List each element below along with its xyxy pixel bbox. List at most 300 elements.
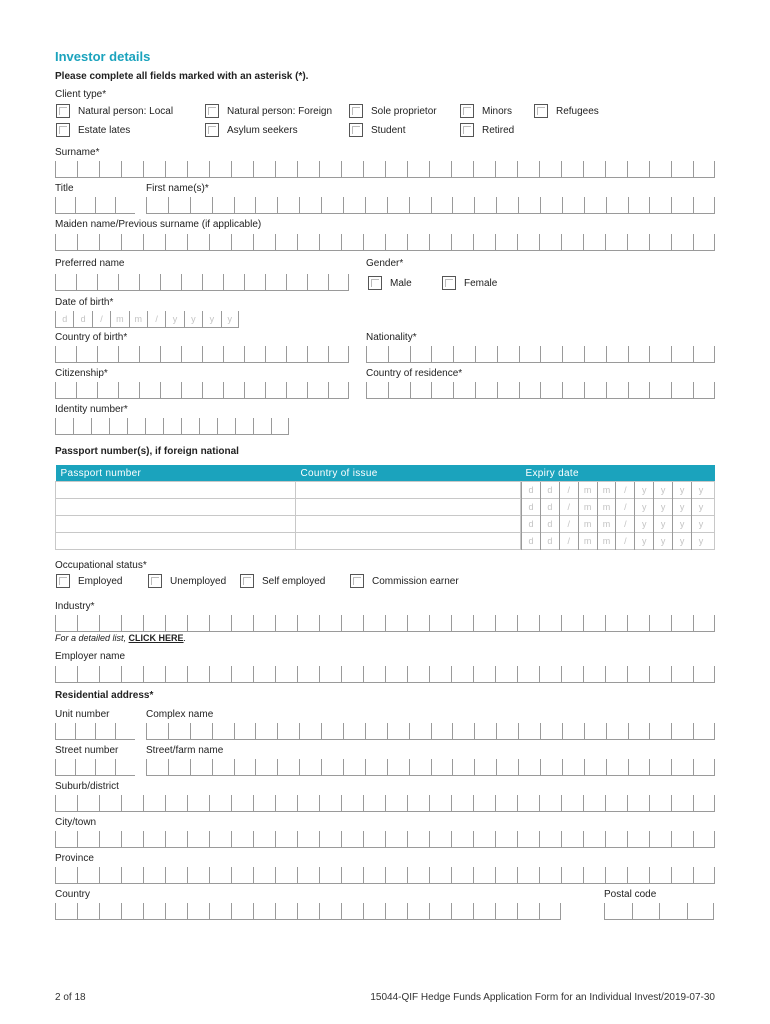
char-box <box>388 382 410 399</box>
char-box <box>209 867 231 884</box>
char-box <box>118 346 139 363</box>
char-box <box>212 197 234 214</box>
char-box <box>627 831 649 848</box>
char-box <box>244 382 265 399</box>
char-box <box>671 795 693 812</box>
passport-number-cell[interactable] <box>56 499 296 516</box>
char-box <box>409 723 431 740</box>
char-box <box>672 482 691 499</box>
postal-code-input[interactable] <box>604 903 714 920</box>
date-placeholder: m <box>602 536 611 546</box>
char-box <box>431 723 453 740</box>
char-box <box>99 234 121 251</box>
passport-number-cell[interactable] <box>56 482 296 499</box>
char-box <box>606 382 628 399</box>
char-box <box>653 482 672 499</box>
passport-number-cell[interactable] <box>56 516 296 533</box>
char-box <box>597 482 616 499</box>
char-box <box>168 759 190 776</box>
char-box <box>497 346 519 363</box>
char-box <box>606 197 628 214</box>
expiry-date-cell[interactable] <box>521 516 715 533</box>
char-box <box>559 516 578 533</box>
char-box <box>693 197 715 214</box>
char-box <box>118 382 139 399</box>
city-label: City/town <box>55 817 97 828</box>
char-box <box>496 197 518 214</box>
date-placeholder: y <box>660 536 666 546</box>
industry-input[interactable] <box>55 615 715 632</box>
char-box <box>255 723 277 740</box>
char-box <box>253 418 271 435</box>
char-box <box>168 197 190 214</box>
title-input[interactable] <box>55 197 135 214</box>
option-student: Student <box>371 125 406 136</box>
expiry-date-cell[interactable] <box>521 482 715 499</box>
char-box <box>495 161 517 178</box>
char-box <box>73 311 91 328</box>
char-box <box>234 197 256 214</box>
char-box <box>409 197 431 214</box>
expiry-date-cell[interactable] <box>521 533 715 550</box>
dob-label: Date of birth* <box>55 297 114 308</box>
char-box <box>202 311 220 328</box>
char-box <box>539 234 561 251</box>
date-placeholder: m <box>602 502 611 512</box>
char-box <box>605 615 627 632</box>
char-box <box>519 346 541 363</box>
residential-address-heading: Residential address* <box>55 690 154 701</box>
char-box <box>76 346 97 363</box>
nationality-input[interactable] <box>366 346 715 363</box>
char-box <box>118 274 139 291</box>
maiden-name-input[interactable] <box>55 234 715 251</box>
char-box <box>99 161 121 178</box>
char-box <box>691 499 710 516</box>
char-box <box>146 723 168 740</box>
date-placeholder: d <box>528 519 534 529</box>
country-of-residence-input[interactable] <box>366 382 715 399</box>
char-box <box>540 533 559 550</box>
char-box <box>605 161 627 178</box>
street-number-input[interactable] <box>55 759 135 776</box>
char-box <box>451 867 473 884</box>
char-box <box>429 666 451 683</box>
char-box <box>165 831 187 848</box>
char-box <box>253 795 275 812</box>
preferred-name-label: Preferred name <box>55 258 125 269</box>
char-box <box>99 795 121 812</box>
document-reference: 15044-QIF Hedge Funds Application Form for an Individual Invest/2019-07-30 <box>370 992 715 1003</box>
char-box <box>343 197 365 214</box>
identity-number-label: Identity number* <box>55 404 128 415</box>
char-box <box>409 759 431 776</box>
char-box <box>388 346 410 363</box>
char-box <box>410 382 432 399</box>
postal-code-label: Postal code <box>604 889 657 900</box>
date-placeholder: d <box>62 314 68 324</box>
char-box <box>319 867 341 884</box>
date-placeholder: y <box>698 485 704 495</box>
country-of-residence-label: Country of residence* <box>366 368 463 379</box>
char-box <box>223 346 244 363</box>
country-of-issue-cell[interactable] <box>296 533 521 550</box>
char-box <box>649 666 671 683</box>
char-box <box>275 867 297 884</box>
country-of-issue-header: Country of issue <box>296 465 521 482</box>
char-box <box>121 867 143 884</box>
country-input[interactable] <box>55 903 561 920</box>
char-box <box>97 382 118 399</box>
char-box <box>627 234 649 251</box>
char-box <box>385 161 407 178</box>
char-box <box>265 346 286 363</box>
surname-input[interactable] <box>55 161 715 178</box>
char-box <box>653 499 672 516</box>
char-box <box>407 161 429 178</box>
char-box <box>431 759 453 776</box>
first-names-input[interactable] <box>146 197 715 214</box>
date-placeholder: y <box>679 519 685 529</box>
char-box <box>495 615 517 632</box>
char-box <box>540 482 559 499</box>
checkbox-commission-earner[interactable] <box>350 574 364 588</box>
char-box <box>385 234 407 251</box>
industry-note: For a detailed list, CLICK HERE. <box>55 633 187 643</box>
country-of-birth-input[interactable] <box>55 346 349 363</box>
char-box <box>139 274 160 291</box>
char-box <box>265 274 286 291</box>
char-box <box>562 346 584 363</box>
char-box <box>693 382 715 399</box>
char-box <box>473 903 495 920</box>
checkbox-estate-lates[interactable] <box>56 123 70 137</box>
char-box <box>299 723 321 740</box>
char-box <box>562 382 584 399</box>
char-box <box>627 615 649 632</box>
date-placeholder: y <box>698 536 704 546</box>
char-box <box>429 867 451 884</box>
char-box <box>584 346 606 363</box>
char-box <box>209 666 231 683</box>
char-box <box>341 903 363 920</box>
checkbox-student[interactable] <box>349 123 363 137</box>
char-box <box>583 615 605 632</box>
char-box <box>473 867 495 884</box>
char-box <box>475 382 497 399</box>
char-box <box>97 346 118 363</box>
char-box <box>496 759 518 776</box>
char-box <box>539 666 561 683</box>
expiry-date-cell[interactable] <box>521 499 715 516</box>
char-box <box>190 197 212 214</box>
date-placeholder: d <box>528 536 534 546</box>
char-box <box>277 759 299 776</box>
char-box <box>297 795 319 812</box>
char-box <box>121 903 143 920</box>
char-box <box>115 723 135 740</box>
char-box <box>244 274 265 291</box>
char-box <box>604 903 632 920</box>
char-box <box>517 234 539 251</box>
checkbox-minors[interactable] <box>460 104 474 118</box>
char-box <box>693 346 715 363</box>
char-box <box>429 234 451 251</box>
city-input[interactable] <box>55 831 715 848</box>
char-box <box>583 795 605 812</box>
char-box <box>615 499 634 516</box>
char-box <box>91 418 109 435</box>
char-box <box>517 161 539 178</box>
char-box <box>407 831 429 848</box>
char-box <box>328 346 349 363</box>
date-placeholder: / <box>567 536 570 546</box>
char-box <box>187 903 209 920</box>
complex-name-input[interactable] <box>146 723 715 740</box>
province-input[interactable] <box>55 867 715 884</box>
char-box <box>253 831 275 848</box>
table-row <box>56 482 715 499</box>
char-box <box>231 903 253 920</box>
char-box <box>451 234 473 251</box>
char-box <box>385 666 407 683</box>
option-minors: Minors <box>482 106 513 117</box>
complex-name-label: Complex name <box>146 709 214 720</box>
char-box <box>121 615 143 632</box>
char-box <box>649 831 671 848</box>
date-placeholder: y <box>642 536 647 546</box>
checkbox-refugees[interactable] <box>534 104 548 118</box>
char-box <box>187 867 209 884</box>
char-box <box>385 903 407 920</box>
checkbox-asylum-seekers[interactable] <box>205 123 219 137</box>
char-box <box>451 615 473 632</box>
char-box <box>561 615 583 632</box>
char-box <box>693 795 715 812</box>
citizenship-input[interactable] <box>55 382 349 399</box>
checkbox-female[interactable] <box>442 276 456 290</box>
char-box <box>410 346 432 363</box>
char-box <box>407 795 429 812</box>
char-box <box>307 346 328 363</box>
char-box <box>583 161 605 178</box>
char-box <box>387 723 409 740</box>
char-box <box>77 795 99 812</box>
char-box <box>431 346 453 363</box>
char-box <box>341 867 363 884</box>
unit-number-input[interactable] <box>55 723 135 740</box>
char-box <box>212 759 234 776</box>
checkbox-male[interactable] <box>368 276 382 290</box>
char-box <box>55 759 75 776</box>
date-placeholder: d <box>80 314 86 324</box>
char-box <box>451 161 473 178</box>
char-box <box>540 759 562 776</box>
char-box <box>55 867 77 884</box>
char-box <box>649 723 671 740</box>
section-title: Investor details <box>55 49 151 64</box>
char-box <box>231 867 253 884</box>
date-placeholder: / <box>567 519 570 529</box>
checkbox-unemployed[interactable] <box>148 574 162 588</box>
date-placeholder: / <box>624 502 627 512</box>
checkbox-retired[interactable] <box>460 123 474 137</box>
passport-table <box>55 465 715 550</box>
date-placeholder: y <box>679 502 685 512</box>
char-box <box>297 234 319 251</box>
char-box <box>649 161 671 178</box>
char-box <box>632 903 660 920</box>
char-box <box>187 795 209 812</box>
date-placeholder: m <box>602 519 611 529</box>
char-box <box>363 234 385 251</box>
option-unemployed: Unemployed <box>170 576 227 587</box>
char-box <box>55 311 73 328</box>
char-box <box>693 234 715 251</box>
char-box <box>429 903 451 920</box>
option-asylum-seekers: Asylum seekers <box>227 125 298 136</box>
char-box <box>253 161 275 178</box>
first-names-label: First name(s)* <box>146 183 209 194</box>
passport-number-cell[interactable] <box>56 533 296 550</box>
char-box <box>561 161 583 178</box>
street-farm-input[interactable] <box>146 759 715 776</box>
char-box <box>165 615 187 632</box>
char-box <box>75 723 95 740</box>
char-box <box>653 533 672 550</box>
char-box <box>143 795 165 812</box>
char-box <box>76 382 97 399</box>
click-here-link[interactable]: CLICK HERE <box>128 633 184 643</box>
char-box <box>187 234 209 251</box>
date-placeholder: y <box>660 485 666 495</box>
date-placeholder: y <box>660 502 666 512</box>
char-box <box>77 234 99 251</box>
date-placeholder: d <box>547 502 553 512</box>
char-box <box>55 382 76 399</box>
employer-name-input[interactable] <box>55 666 715 683</box>
char-box <box>253 666 275 683</box>
char-box <box>99 867 121 884</box>
char-box <box>452 723 474 740</box>
country-of-issue-cell[interactable] <box>296 516 521 533</box>
char-box <box>255 759 277 776</box>
checkbox-sole-proprietor[interactable] <box>349 104 363 118</box>
date-placeholder: d <box>547 536 553 546</box>
char-box <box>578 482 597 499</box>
char-box <box>165 795 187 812</box>
char-box <box>160 346 181 363</box>
preferred-name-input[interactable] <box>55 274 349 291</box>
date-placeholder: m <box>602 485 611 495</box>
char-box <box>628 723 650 740</box>
char-box <box>253 234 275 251</box>
char-box <box>234 723 256 740</box>
char-box <box>115 197 135 214</box>
char-box <box>121 161 143 178</box>
char-box <box>297 615 319 632</box>
char-box <box>363 795 385 812</box>
char-box <box>517 831 539 848</box>
char-box <box>110 311 128 328</box>
char-box <box>539 615 561 632</box>
char-box <box>231 795 253 812</box>
char-box <box>341 615 363 632</box>
char-box <box>615 533 634 550</box>
char-box <box>121 795 143 812</box>
char-box <box>539 161 561 178</box>
country-label: Country <box>55 889 91 900</box>
checkbox-natural-local[interactable] <box>56 104 70 118</box>
suburb-input[interactable] <box>55 795 715 812</box>
char-box <box>539 867 561 884</box>
date-placeholder: / <box>624 485 627 495</box>
char-box <box>659 903 687 920</box>
char-box <box>517 867 539 884</box>
char-box <box>561 234 583 251</box>
char-box <box>693 615 715 632</box>
char-box <box>365 197 387 214</box>
occupational-status-label: Occupational status* <box>55 560 147 571</box>
char-box <box>473 831 495 848</box>
char-box <box>453 346 475 363</box>
identity-number-input[interactable] <box>55 418 289 435</box>
char-box <box>649 197 671 214</box>
char-box <box>235 418 253 435</box>
option-employed: Employed <box>78 576 123 587</box>
char-box <box>99 615 121 632</box>
country-of-issue-cell[interactable] <box>296 482 521 499</box>
char-box <box>605 867 627 884</box>
char-box <box>75 759 95 776</box>
char-box <box>431 382 453 399</box>
dob-input[interactable] <box>55 311 239 328</box>
char-box <box>181 418 199 435</box>
char-box <box>628 759 650 776</box>
checkbox-natural-foreign[interactable] <box>205 104 219 118</box>
char-box <box>341 666 363 683</box>
checkbox-self-employed[interactable] <box>240 574 254 588</box>
char-box <box>597 499 616 516</box>
char-box <box>615 482 634 499</box>
char-box <box>429 831 451 848</box>
char-box <box>165 867 187 884</box>
char-box <box>341 234 363 251</box>
char-box <box>691 482 710 499</box>
char-box <box>497 382 519 399</box>
citizenship-label: Citizenship* <box>55 368 108 379</box>
checkbox-employed[interactable] <box>56 574 70 588</box>
char-box <box>429 795 451 812</box>
date-placeholder: m <box>134 314 142 324</box>
char-box <box>363 615 385 632</box>
char-box <box>307 274 328 291</box>
char-box <box>540 197 562 214</box>
date-placeholder: y <box>191 314 196 324</box>
char-box <box>539 831 561 848</box>
char-box <box>95 759 115 776</box>
country-of-issue-cell[interactable] <box>296 499 521 516</box>
char-box <box>319 666 341 683</box>
char-box <box>517 666 539 683</box>
char-box <box>561 795 583 812</box>
char-box <box>231 161 253 178</box>
char-box <box>672 533 691 550</box>
char-box <box>319 161 341 178</box>
char-box <box>231 234 253 251</box>
option-natural-foreign: Natural person: Foreign <box>227 106 333 117</box>
char-box <box>275 666 297 683</box>
